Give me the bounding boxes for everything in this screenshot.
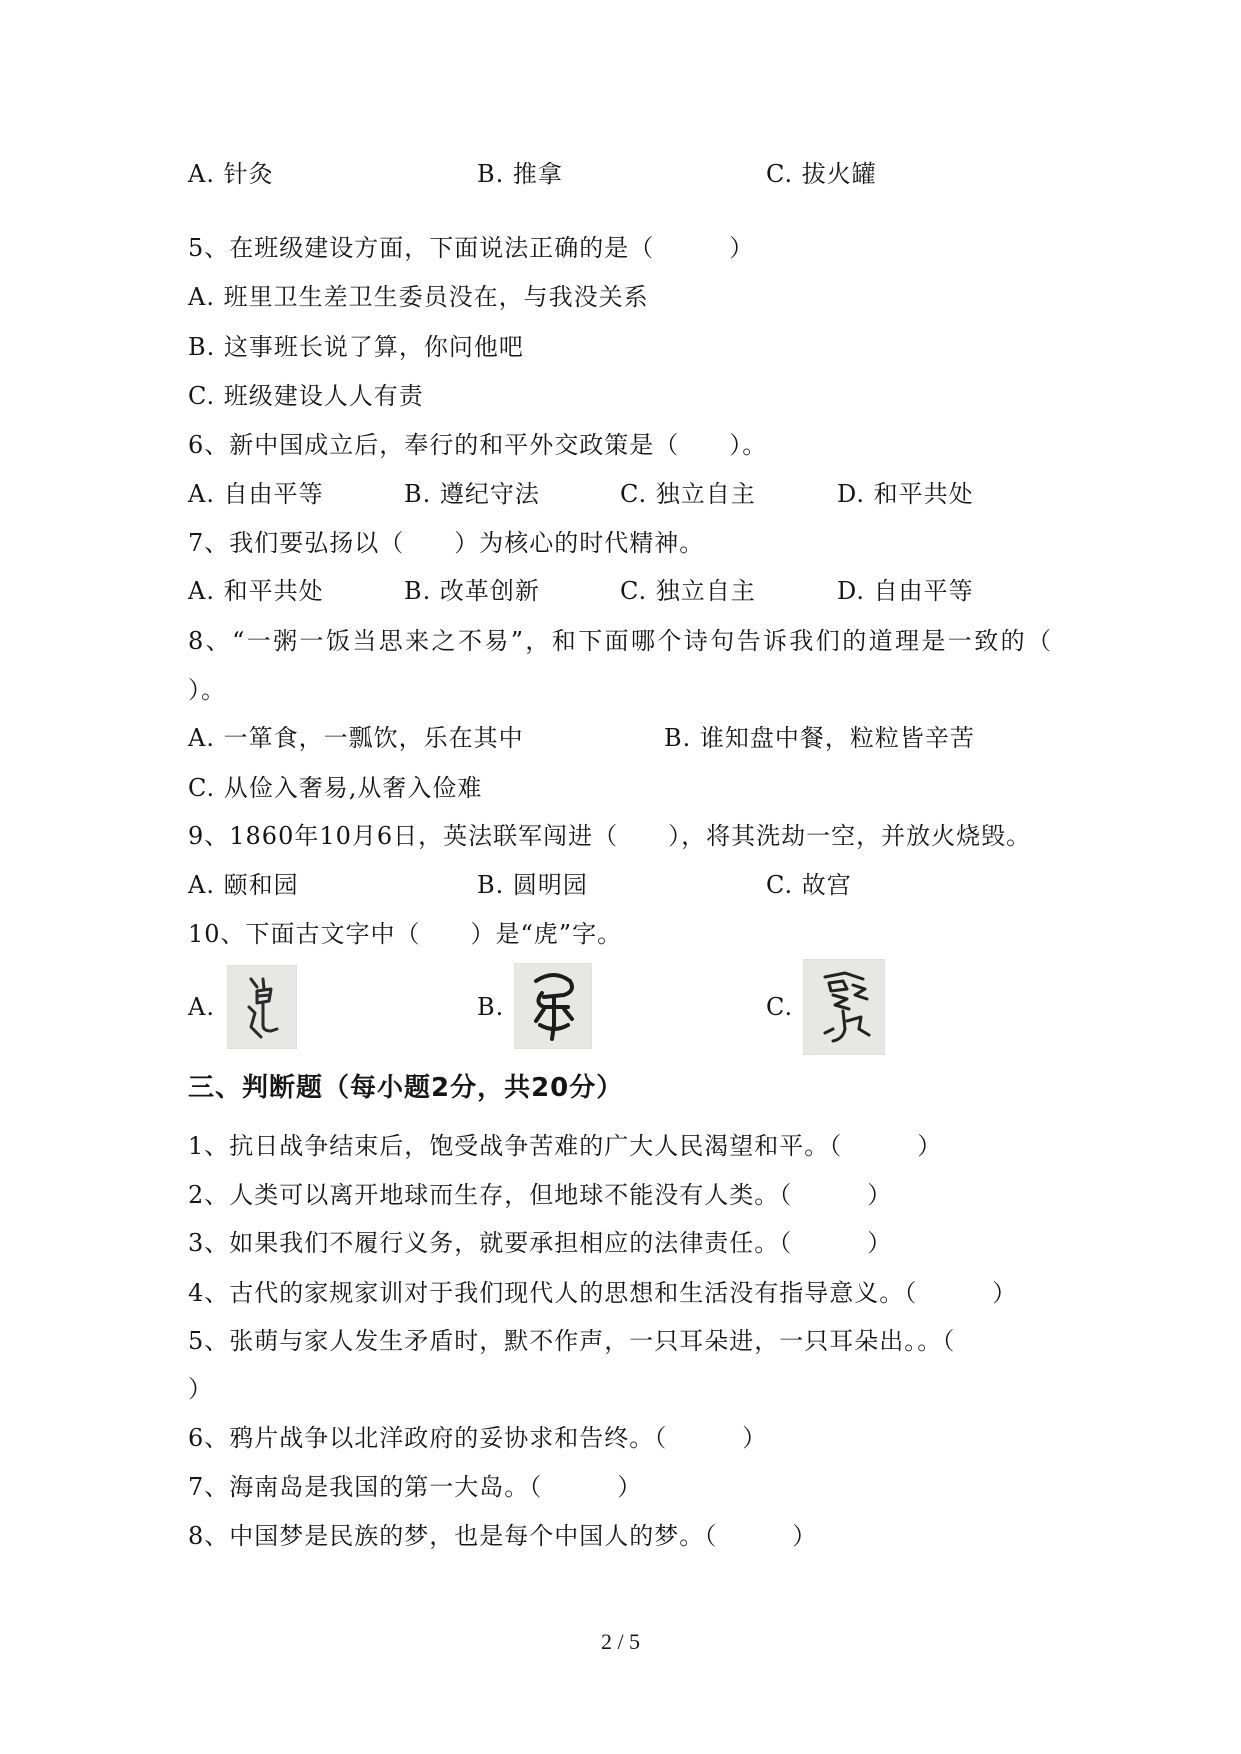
judgement-item-4: 4、古代的家规家训对于我们现代人的思想和生活没有指导意义。（ ） bbox=[188, 1279, 1018, 1307]
q5-option-a: A. 班里卫生差卫生委员没在，与我没关系 bbox=[188, 283, 649, 311]
judgement-item-8: 8、中国梦是民族的梦，也是每个中国人的梦。（ ） bbox=[188, 1522, 818, 1550]
q8-option-b: B. 谁知盘中餐，粒粒皆辛苦 bbox=[664, 724, 975, 752]
q6-option-a: A. 自由平等 bbox=[188, 480, 324, 508]
ancient-glyph-image-a bbox=[227, 965, 297, 1049]
q4-option-a: A. 针灸 bbox=[188, 160, 274, 188]
q10-option-b-label: B. bbox=[477, 993, 505, 1021]
q9-stem: 9、1860年10月6日，英法联军闯进（ ），将其洗劫一空，并放火烧毁。 bbox=[188, 822, 1032, 850]
q4-option-c: C. 拔火罐 bbox=[766, 160, 877, 188]
q7-option-c: C. 独立自主 bbox=[620, 577, 756, 605]
ancient-glyph-image-b bbox=[514, 963, 592, 1049]
q10-option-c-label: C. bbox=[766, 993, 794, 1021]
judgement-item-2: 2、人类可以离开地球而生存，但地球不能没有人类。（ ） bbox=[188, 1181, 893, 1209]
q9-option-c: C. 故宫 bbox=[766, 871, 852, 899]
judgement-item-3: 3、如果我们不履行义务，就要承担相应的法律责任。（ ） bbox=[188, 1229, 893, 1257]
q9-option-b: B. 圆明园 bbox=[477, 871, 588, 899]
q7-stem: 7、我们要弘扬以（ ）为核心的时代精神。 bbox=[188, 529, 705, 557]
q5-option-b: B. 这事班长说了算，你问他吧 bbox=[188, 333, 524, 361]
judgement-item-6: 6、鸦片战争以北洋政府的妥协求和告终。（ ） bbox=[188, 1424, 768, 1452]
section-heading-judgement: 三、判断题（每小题2分，共20分） bbox=[188, 1073, 624, 1103]
q8-stem: 8、“一粥一饭当思来之不易”，和下面哪个诗句告诉我们的道理是一致的（ bbox=[188, 627, 1054, 655]
q5-option-c: C. 班级建设人人有责 bbox=[188, 382, 424, 410]
q10-stem: 10、下面古文字中（ ）是“虎”字。 bbox=[188, 920, 623, 948]
q4-option-b: B. 推拿 bbox=[477, 160, 563, 188]
judgement-item-1: 1、抗日战争结束后，饱受战争苦难的广大人民渴望和平。（ ） bbox=[188, 1132, 943, 1160]
q6-option-b: B. 遵纪守法 bbox=[404, 480, 540, 508]
q10-option-a-label: A. bbox=[188, 993, 215, 1021]
judgement-item-7: 7、海南岛是我国的第一大岛。（ ） bbox=[188, 1473, 643, 1501]
q7-option-a: A. 和平共处 bbox=[188, 577, 324, 605]
q6-stem: 6、新中国成立后，奉行的和平外交政策是（ ）。 bbox=[188, 431, 768, 459]
ancient-glyph-image-c bbox=[803, 959, 885, 1055]
q8-option-c: C. 从俭入奢易,从奢入俭难 bbox=[188, 774, 483, 802]
q6-option-c: C. 独立自主 bbox=[620, 480, 756, 508]
q9-option-a: A. 颐和园 bbox=[188, 871, 299, 899]
q8-stem-continued: ）。 bbox=[188, 676, 226, 704]
page-number: 2 / 5 bbox=[600, 1629, 641, 1654]
judgement-item-5-continued: ） bbox=[188, 1375, 213, 1403]
q7-option-d: D. 自由平等 bbox=[837, 577, 974, 605]
q6-option-d: D. 和平共处 bbox=[837, 480, 974, 508]
judgement-item-5: 5、张萌与家人发生矛盾时，默不作声，一只耳朵进，一只耳朵出。。（ bbox=[188, 1327, 956, 1355]
q8-option-a: A. 一箪食，一瓢饮，乐在其中 bbox=[188, 724, 524, 752]
q5-stem: 5、在班级建设方面，下面说法正确的是（ ） bbox=[188, 234, 755, 262]
q7-option-b: B. 改革创新 bbox=[404, 577, 540, 605]
